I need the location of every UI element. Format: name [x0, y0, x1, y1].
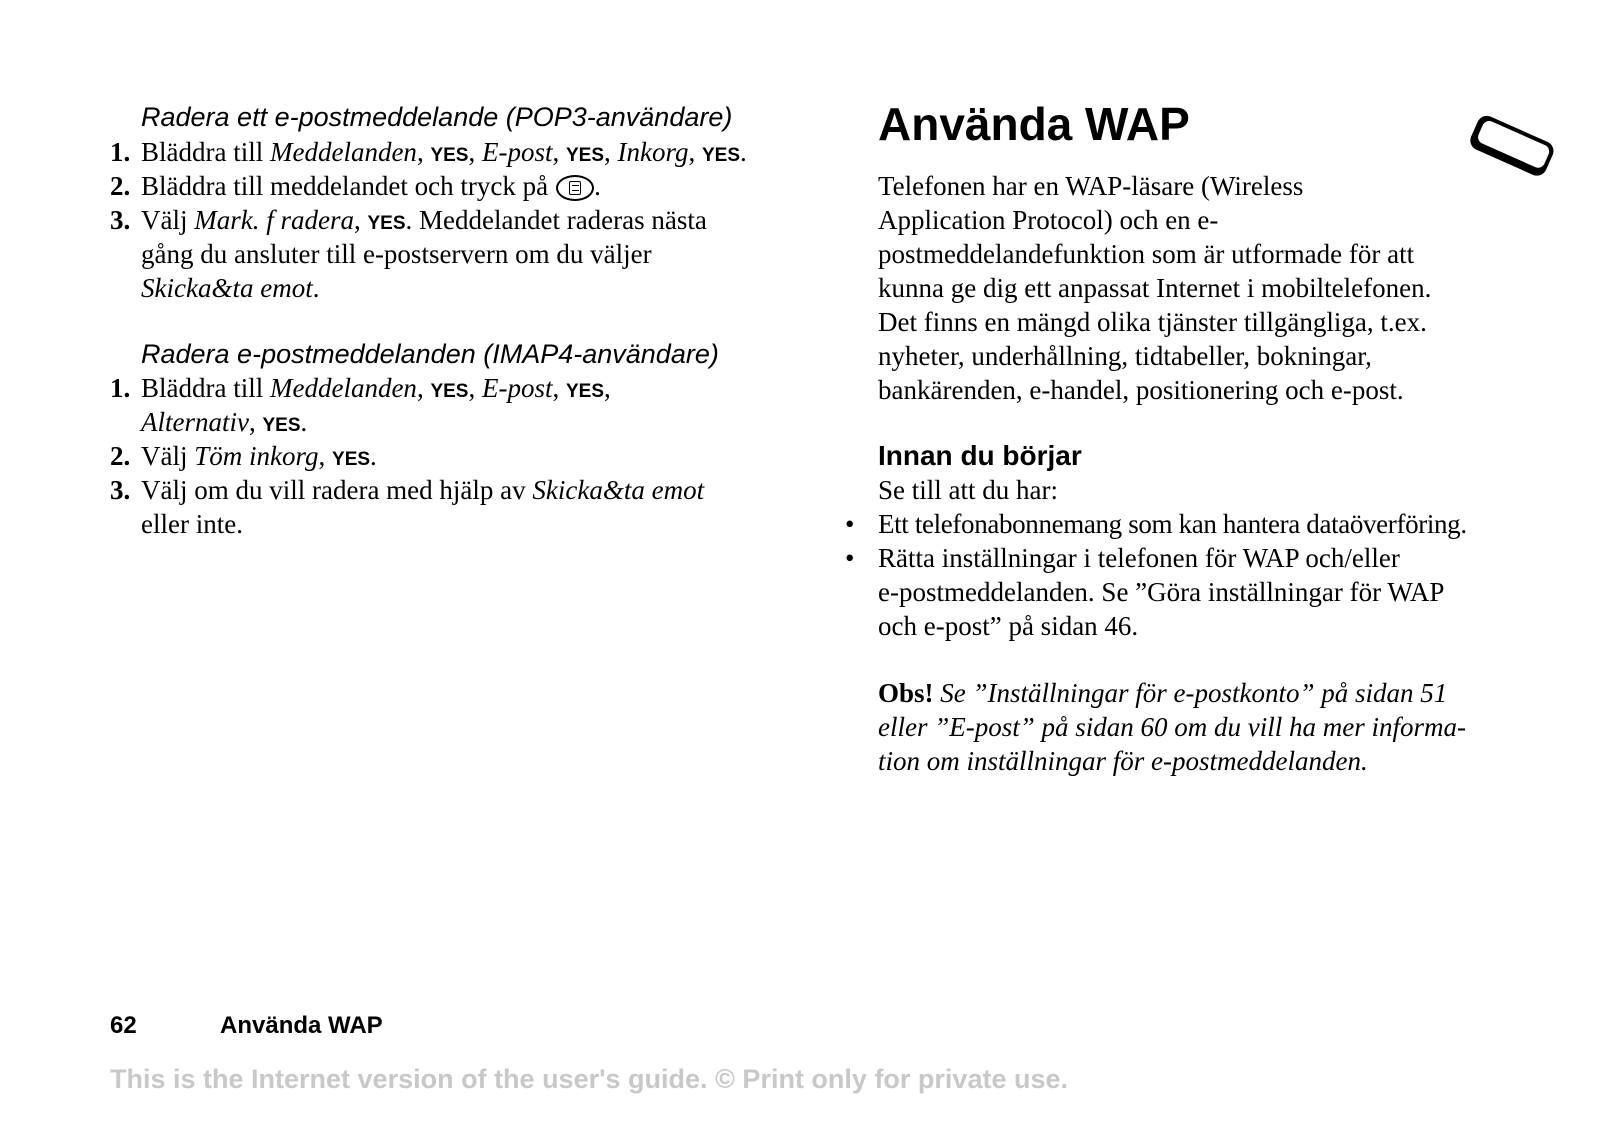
watermark: This is the Internet version of the user's guide. © Print only for private use. — [110, 1064, 1068, 1094]
step-text: gång du ansluter till e-postservern om du väljer — [141, 239, 652, 269]
step-number: 2. — [110, 441, 131, 471]
list-item: e-postmeddelanden. Se ”Göra inställningar för WAP — [878, 577, 1445, 607]
section-heading-pop3: Radera ett e-postmeddelande (POP3-användare) — [141, 102, 733, 132]
bullet-icon: • — [845, 543, 855, 573]
yes-key-label: YES — [262, 415, 301, 436]
step-text: eller inte. — [141, 509, 243, 539]
menu-key-icon — [556, 175, 594, 201]
list-intro: Se till att du har: — [878, 475, 1058, 505]
page-number: 62 — [110, 1012, 137, 1039]
step-number: 1. — [110, 137, 131, 167]
footer-section-title: Använda WAP — [220, 1012, 383, 1039]
step-text: Alternativ, YES. — [141, 407, 308, 437]
yes-key-label: YES — [367, 213, 406, 234]
list-item: Rätta inställningar i telefonen för WAP och/eller — [878, 543, 1400, 573]
step-number: 3. — [110, 475, 131, 505]
step-text: Skicka&ta emot. — [141, 273, 320, 303]
yes-key-label: YES — [565, 381, 604, 402]
step-text: Välj Mark. f radera, YES. Meddelandet raderas nästa — [141, 205, 707, 235]
section-heading-imap4: Radera e-postmeddelanden (IMAP4-användare) — [141, 339, 719, 369]
step-text: Välj Töm inkorg, YES. — [141, 441, 377, 471]
yes-key-label: YES — [332, 449, 371, 470]
phone-icon — [1462, 110, 1562, 186]
subheading: Innan du börjar — [878, 440, 1082, 471]
step-text: Bläddra till Meddelanden, YES, E-post, YES, — [141, 373, 611, 403]
page-title: Använda WAP — [878, 98, 1190, 150]
list-item: och e-post” på sidan 46. — [878, 611, 1139, 641]
step-text: Välj om du vill radera med hjälp av Skicka&ta emot — [141, 475, 705, 505]
step-number: 2. — [110, 171, 131, 201]
step-text: Bläddra till Meddelanden, YES, E-post, YES, Inkorg, YES. — [141, 137, 747, 167]
yes-key-label: YES — [430, 145, 469, 166]
bullet-icon: • — [845, 509, 855, 539]
step-number: 3. — [110, 205, 131, 235]
step-number: 1. — [110, 373, 131, 403]
list-item: Ett telefonabonnemang som kan hantera dataöverföring. — [878, 509, 1467, 539]
yes-key-label: YES — [701, 145, 741, 166]
note-label: Obs! — [878, 678, 934, 708]
yes-key-label: YES — [565, 145, 604, 166]
yes-key-label: YES — [430, 381, 469, 402]
step-text: Bläddra till meddelandet och tryck på . — [141, 171, 601, 201]
